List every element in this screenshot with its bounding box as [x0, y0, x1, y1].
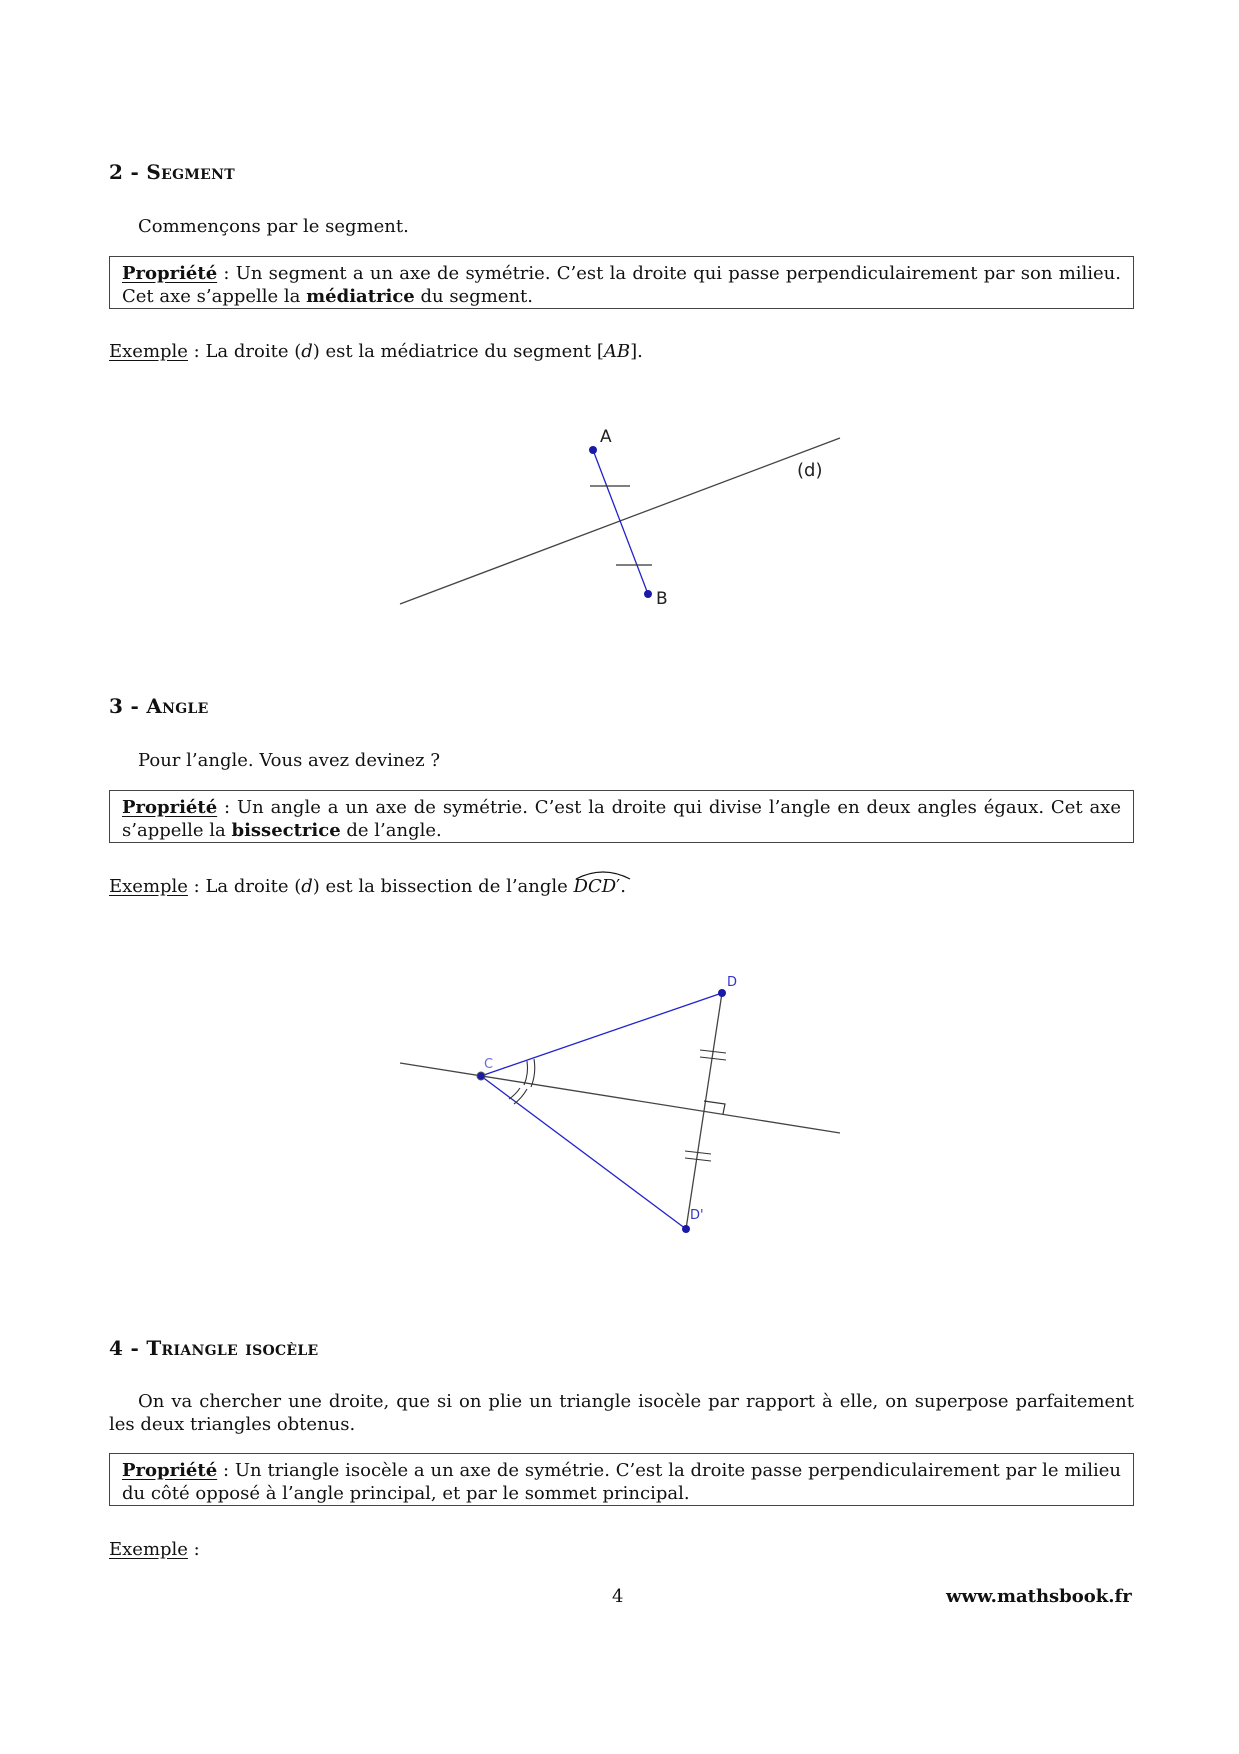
example-text: : La droite (: [187, 876, 302, 897]
example-text: : La droite (: [187, 341, 302, 362]
section-2-heading: 2 - Segment: [109, 160, 235, 184]
property-text: : Un triangle isocèle a un axe de symétrie. C’est la droite passe perpendiculairement par le milieu du côté opposé à l’angle principal, et par le sommet principal.: [122, 1460, 1121, 1504]
angle-arc: [514, 1089, 527, 1104]
tick-mark: [685, 1158, 711, 1161]
property-text-end: du segment.: [414, 286, 534, 307]
ray-cd: [481, 993, 722, 1076]
section-2-number: 2: [109, 160, 124, 184]
section-2-title: Segment: [146, 160, 235, 184]
section-3-example: [109, 875, 626, 898]
property-label: Propriété: [122, 263, 218, 284]
section-3-number: 3: [109, 694, 124, 718]
section-4-title: Triangle isocèle: [146, 1336, 319, 1360]
section-3-property-box: [109, 790, 1134, 843]
property-keyword: médiatrice: [306, 286, 415, 307]
point-a: [589, 446, 597, 454]
example-segment: AB: [603, 341, 631, 362]
angle-notation: [574, 875, 617, 898]
example-label: Exemple: [109, 1539, 188, 1560]
example-text: ].: [630, 341, 643, 362]
point-d-label: D: [727, 975, 738, 990]
segment-ab: [593, 450, 648, 594]
angle-arc: [509, 1088, 520, 1099]
point-d: [718, 989, 726, 997]
property-label: Propriété: [122, 797, 218, 818]
website-link[interactable]: www.mathsbook.fr: [946, 1586, 1132, 1607]
angle-arc: [531, 1059, 535, 1087]
example-label: Exemple: [109, 876, 188, 897]
point-d-prime: [682, 1225, 690, 1233]
example-angle: DCD: [573, 876, 617, 897]
example-label: Exemple: [109, 341, 188, 362]
section-4-intro: On va chercher une droite, que si on plie un triangle isocèle par rapport à elle, on superpose parfaitement les deux triangles obtenus.: [109, 1391, 1134, 1435]
point-d-prime-label: D': [690, 1208, 704, 1223]
section-3-title: Angle: [146, 694, 209, 718]
property-label: Propriété: [122, 1460, 218, 1481]
example-text: ) est la bissection de l’angle: [312, 876, 574, 897]
property-text: : Un angle a un axe de symétrie. C’est la droite qui divise l’angle en deux angles égaux. Cet axe s’appelle la: [122, 797, 1121, 841]
example-var: d: [301, 876, 313, 897]
section-4-example: [109, 1538, 200, 1561]
tick-mark: [700, 1057, 726, 1060]
property-keyword: bissectrice: [231, 820, 341, 841]
example-var: d: [301, 341, 313, 362]
bissectrice-line: [400, 1063, 840, 1133]
section-2-intro: Commençons par le segment.: [138, 216, 409, 237]
ray-cd-prime: [481, 1076, 686, 1229]
section-3-heading: 3 - Angle: [109, 694, 209, 718]
segment-dd-prime: [686, 993, 722, 1229]
example-angle-prime: ′: [616, 876, 621, 897]
section-4-property-box: [109, 1453, 1134, 1506]
property-text-end: de l’angle.: [340, 820, 442, 841]
segment-figure: [400, 427, 840, 609]
point-a-label: A: [600, 427, 612, 447]
line-d-label: (d): [797, 460, 823, 481]
property-text: : Un segment a un axe de symétrie. C’est la droite qui passe perpendiculairement par son milieu. Cet axe s’appelle la: [122, 263, 1121, 307]
example-text: .: [620, 876, 626, 897]
point-b-label: B: [656, 589, 668, 609]
section-4-heading: 4 - Triangle isocèle: [109, 1336, 319, 1360]
section-4-number: 4: [109, 1336, 124, 1360]
angle-hat-icon: [574, 868, 634, 880]
point-c-label: C: [484, 1057, 494, 1072]
example-text: ) est la médiatrice du segment [: [312, 341, 604, 362]
angle-figure: [400, 975, 840, 1233]
example-text: :: [187, 1539, 200, 1560]
point-c: [477, 1072, 485, 1080]
page-number: 4: [612, 1586, 624, 1607]
angle-arc: [524, 1061, 528, 1085]
point-b: [644, 590, 652, 598]
section-3-intro: Pour l’angle. Vous avez devinez ?: [138, 750, 441, 771]
